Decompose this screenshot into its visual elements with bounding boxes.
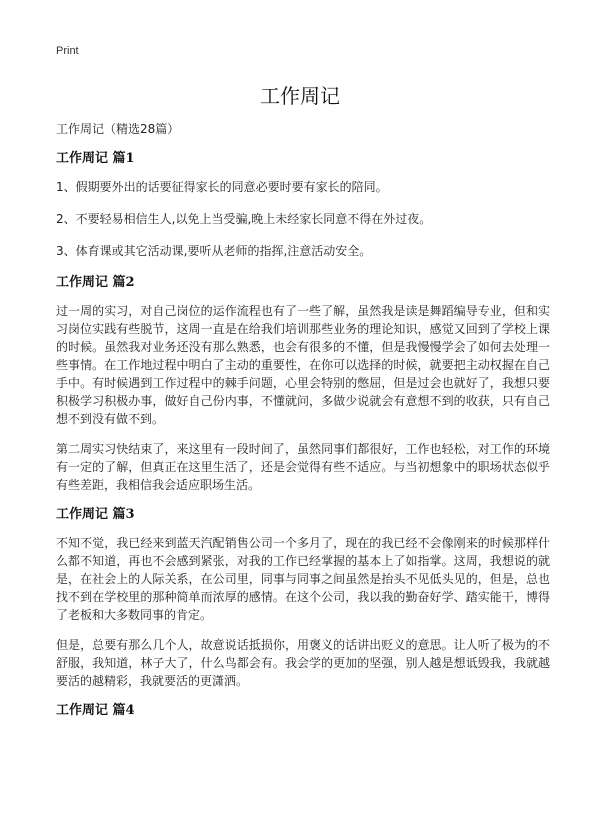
list-item: 1、假期要外出的话要征得家长的同意必要时要有家长的陪同。 [56, 180, 388, 194]
document-subtitle: 工作周记（精选28篇） [56, 122, 180, 136]
list-item: 3、体育课或其它活动课,要听从老师的指挥,注意活动安全。 [56, 244, 372, 258]
paragraph: 但是，总要有那么几个人，故意说话抵损你，用褒义的话讲出贬义的意思。让人听了极为的不舒服，我知道，林子大了，什么鸟都会有。我会学的更加的坚强，别人越是想诋毁我，我就越要活的越精彩，我就要活的更潇洒。 [56, 638, 550, 688]
paragraph: 过一周的实习，对自己岗位的运作流程也有了一些了解，虽然我是读是舞蹈编导专业，但和实习岗位实践有些脱节，这周一直是在给我们培训那些业务的理论知识，感觉又回到了学校上课的时候。虽然我对业务还没有那么熟悉，也会有很多的不懂，但是我慢慢学会了如何去处理一些事情。在工作地过程中明白了主动的重要性，在你可以选择的时候，就要把主动权握在自己手中。有时候遇到工作过程中的棘手问题，心里会特别的憋屈，但是过会也就好了，我想只要积极学习积极办事，做好自己份内事，不懂就问，多做少说就会有意想不到的收获，只有自己想不到没有做不到。 [56, 304, 550, 426]
document-body [56, 120, 550, 730]
section-4 [56, 702, 550, 720]
section-heading: 工作周记 篇1 [56, 151, 135, 166]
page-title: 工作周记 [260, 84, 340, 108]
section-heading: 工作周记 篇4 [56, 703, 135, 718]
paragraph: 不知不觉，我已经来到蓝天汽配销售公司一个多月了，现在的我已经不会像刚来的时候那样什么都不知道，再也不会感到紧张，对我的工作已经掌握的基本上了如指掌。这周，我想说的就是，在社会上的人际关系，在公司里，同事与同事之间虽然是抬头不见低头见的，但是，总也找不到在学校里的那种简单而浓厚的感情。在这个公司，我以我的勤奋好学、踏实能干，博得了老板和大多数同事的肯定。 [56, 536, 550, 622]
list-item: 2、不要轻易相信生人,以免上当受骗,晚上未经家长同意不得在外过夜。 [56, 212, 432, 226]
section-1 [56, 150, 550, 260]
section-3 [56, 506, 550, 690]
section-heading: 工作周记 篇2 [56, 275, 135, 290]
paragraph: 第二周实习快结束了，来这里有一段时间了，虽然同事们都很好，工作也轻松，对工作的环境有一定的了解，但真正在这里生活了，还是会觉得有些不适应。与当初想象中的职场状态似乎有些差距，我相信我会适应职场生活。 [56, 442, 550, 492]
section-heading: 工作周记 篇3 [56, 507, 135, 522]
print-label[interactable]: Print [56, 45, 79, 57]
section-2 [56, 274, 550, 494]
